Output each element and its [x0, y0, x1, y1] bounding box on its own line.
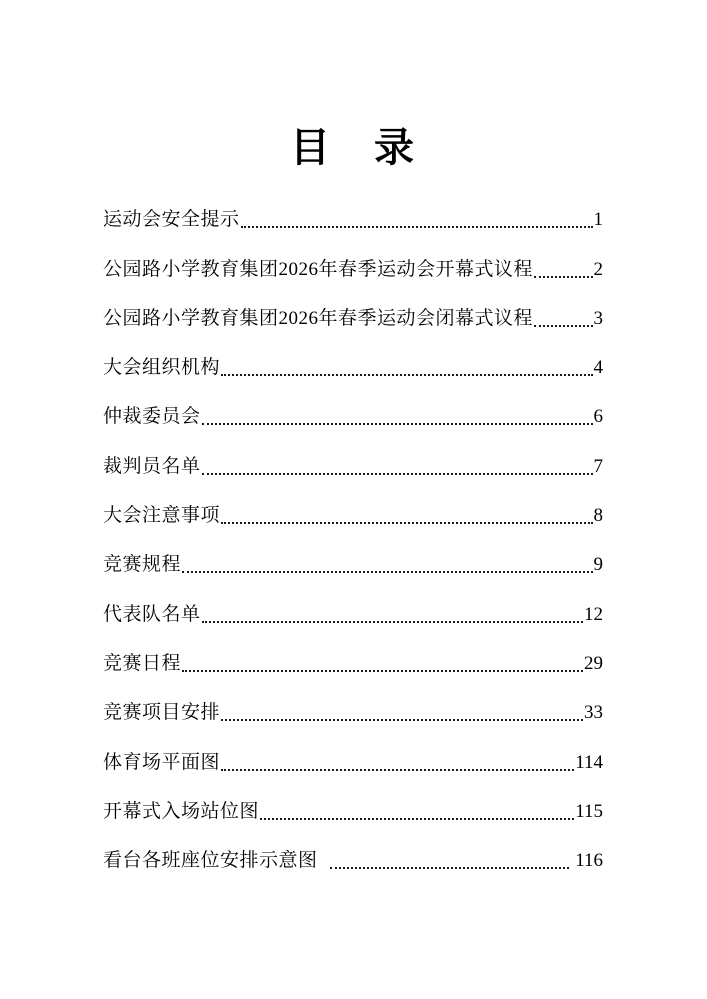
toc-page-number: 2	[593, 258, 603, 280]
toc-entry-label: 开幕式入场站位图	[103, 800, 260, 822]
toc-entry-label: 看台各班座位安排示意图	[103, 850, 318, 872]
toc-dot-leader	[221, 719, 583, 721]
toc-entry[interactable]	[103, 831, 603, 880]
toc-entry-label: 体育场平面图	[103, 751, 221, 773]
toc-dot-leader	[221, 769, 574, 771]
toc-entry[interactable]	[103, 535, 603, 584]
toc-page-number: 6	[593, 406, 603, 428]
toc-page-number: 4	[593, 357, 603, 379]
toc-dot-leader	[202, 423, 593, 425]
toc-dot-leader	[221, 374, 592, 376]
toc-entry[interactable]	[103, 584, 603, 633]
toc-dot-leader	[202, 621, 583, 623]
toc-entry-label: 运动会安全提示	[103, 209, 240, 231]
toc-entry-label: 竞赛项目安排	[103, 702, 221, 724]
toc-entry[interactable]	[103, 732, 603, 781]
toc-entry[interactable]	[103, 338, 603, 387]
toc-page-number: 115	[575, 800, 603, 822]
toc-page-number: 114	[575, 751, 603, 773]
toc-page-number: 1	[593, 209, 603, 231]
toc-entry[interactable]	[103, 782, 603, 831]
toc-entry-label: 大会注意事项	[103, 505, 221, 527]
toc-entry[interactable]	[103, 239, 603, 288]
toc-page-number: 116	[575, 850, 603, 872]
toc-dot-leader	[182, 670, 583, 672]
toc-dot-leader	[534, 276, 592, 278]
toc-page-number: 3	[593, 307, 603, 329]
toc-entry[interactable]	[103, 634, 603, 683]
toc-dot-leader	[534, 325, 592, 327]
toc-dot-leader	[182, 571, 592, 573]
toc-entry[interactable]	[103, 387, 603, 436]
toc-entry-label: 公园路小学教育集团2026年春季运动会闭幕式议程	[103, 307, 534, 329]
toc-page-number: 12	[584, 603, 603, 625]
toc-dot-leader	[260, 818, 574, 820]
toc-dot-leader	[241, 226, 593, 228]
toc-dot-leader	[330, 867, 570, 869]
toc-entry[interactable]	[103, 436, 603, 485]
toc-page-number: 29	[584, 652, 603, 674]
toc-entry[interactable]	[103, 683, 603, 732]
toc-dot-leader	[202, 473, 593, 475]
toc-page-number: 7	[593, 455, 603, 477]
toc-entry-label: 竞赛日程	[103, 652, 182, 674]
toc-entry-label: 大会组织机构	[103, 357, 221, 379]
toc-entry-label: 裁判员名单	[103, 455, 201, 477]
toc-content	[0, 120, 707, 880]
toc-entry-label: 仲裁委员会	[103, 406, 201, 428]
toc-entry-label: 代表队名单	[103, 603, 201, 625]
toc-entry[interactable]	[103, 289, 603, 338]
toc-dot-leader	[221, 522, 592, 524]
toc-entry-label: 竞赛规程	[103, 554, 182, 576]
page-title: 目 录	[290, 125, 416, 170]
toc-page-number: 33	[584, 702, 603, 724]
table-of-contents	[103, 190, 603, 880]
toc-entry[interactable]	[103, 190, 603, 239]
toc-entry-label: 公园路小学教育集团2026年春季运动会开幕式议程	[103, 258, 534, 280]
toc-entry[interactable]	[103, 486, 603, 535]
toc-page-number: 8	[593, 505, 603, 527]
toc-page-number: 9	[593, 554, 603, 576]
